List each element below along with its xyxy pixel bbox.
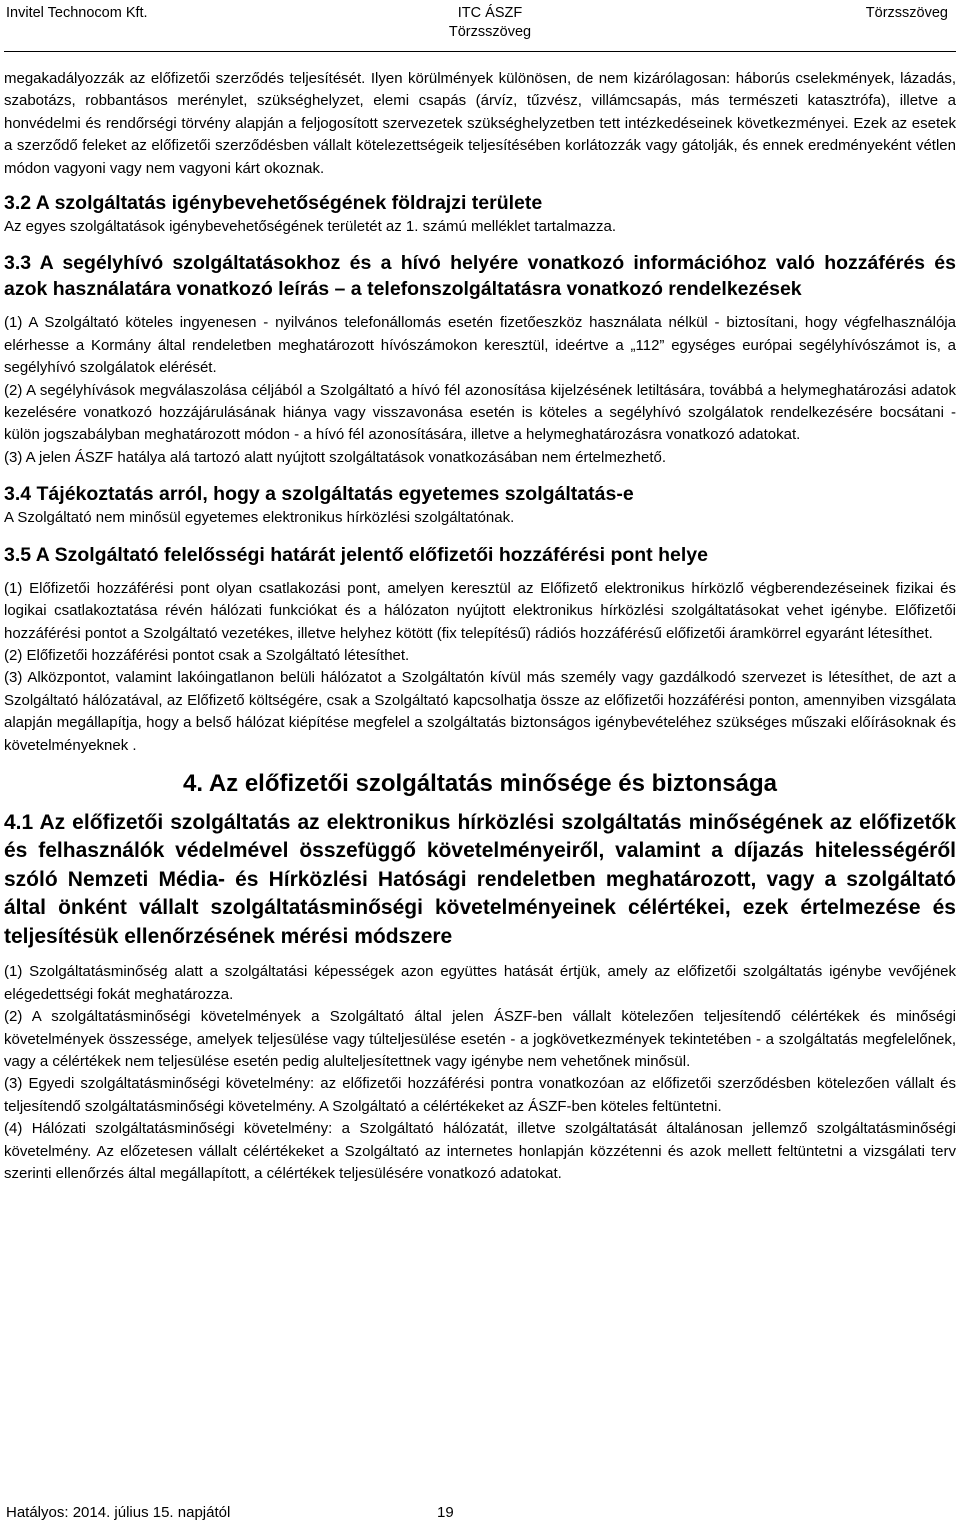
header-doc-title: ITC ÁSZF (457, 5, 523, 21)
header-company: Invitel Technocom Kft. (6, 5, 148, 21)
paragraph-3-3-3: (3) A jelen ÁSZF hatálya alá tartozó alatt nyújtott szolgáltatások vonatkozásában nem értelmezhető. (4, 448, 667, 466)
paragraph-3-5-2: (2) Előfizetői hozzáférési pontot csak a Szolgáltató létesíthet. (4, 646, 410, 664)
footer-effective-date: Hatályos: 2014. július 15. napjától (6, 1504, 231, 1521)
paragraph-4-1-1: (1) Szolgáltatásminőség alatt a szolgáltatási képességek azon együttes hatását értjük, amely az előfizetői szolgáltatás igénybe vevőjének elégedettségi fokát meghatározza. (4, 963, 956, 1003)
heading-4-1: 4.1 Az előfizetői szolgáltatás az elektronikus hírközlési szolgáltatás minőségének az előfizetők és felhasználók védelmével összefüggő követelményeiről, valamint a díjazás hitelességéről szóló Nemzeti Média- és Hírközlési Hatósági rendeletben meghatározott, vagy a szolgáltató által önként vállalt szolgáltatásminőségi követelményeinek célértékei, ezek értelmezése és teljesítésük ellenőrzésének mérési módszere (4, 810, 956, 948)
paragraph-3-4: A Szolgáltató nem minősül egyetemes elektronikus hírközlési szolgáltatónak. (4, 509, 515, 527)
document-body (4, 68, 956, 1186)
heading-3-5: 3.5 A Szolgáltató felelősségi határát jelentő előfizetői hozzáférési pont helye (4, 543, 708, 566)
heading-3-2: 3.2 A szolgáltatás igénybevehetőségének földrajzi területe (4, 192, 543, 215)
heading-3-4: 3.4 Tájékoztatás arról, hogy a szolgáltatás egyetemes szolgáltatás-e (4, 483, 634, 506)
footer-page-number: 19 (437, 1504, 454, 1521)
paragraph-4-1-2: (2) A szolgáltatásminőségi követelmények a Szolgáltató által jelen ÁSZF-ben vállalt kötelezően teljesítendő célértékek és minőségi követelmények összessége, amelyek teljesülése vagy túlteljesülése esetén - a jogkövetkezmények tekintetében - a szolgáltatás megfelelőnek, vagy a célértékek nem teljesülése esetén pedig alulteljesítettnek vagy igénybe nem vehetőnek minősül. (4, 1008, 956, 1071)
heading-3-3: 3.3 A segélyhívó szolgáltatásokhoz és a hívó helyére vonatkozó információhoz való hozzáférés és azok használatára vonatkozó leírás – a telefonszolgáltatásra vonatkozó rendelkezések (4, 252, 956, 301)
heading-section-4: 4. Az előfizetői szolgáltatás minősége és biztonsága (183, 769, 777, 797)
paragraph-4-1-3: (3) Egyedi szolgáltatásminőségi követelmény: az előfizetői hozzáférési pontra vonatkozóan az előfizetői szerződésben kötelezően vállalt és teljesítendő szolgáltatásminőségi követelmény. A Szolgáltató a célértékeket az ÁSZF-ben köteles feltüntetni. (4, 1075, 956, 1115)
paragraph-3-2: Az egyes szolgáltatások igénybevehetőségének területét az 1. számú melléklet tartalmazza. (4, 218, 616, 236)
header-center (390, 4, 590, 54)
paragraph-3-5-1: (1) Előfizetői hozzáférési pont olyan csatlakozási pont, amelyen keresztül az Előfizető elektronikus hírközlő végberendezéseinek fizikai és logikai csatlakoztatása révén hálózati funkciókat és a hálózaton nyújtott elektronikus hírközlési szolgáltatásokat vehet igénybe. Előfizetői hozzáférési pontot a Szolgáltató vezetékes, illetve helyhez kötött (fix telepítésű) rádiós hozzáférésű előfizetői áramkörrel egyaránt létesíthet. (4, 579, 956, 642)
header-doc-subtitle: Törzsszöveg (448, 24, 532, 40)
paragraph-intro: megakadályozzák az előfizetői szerződés teljesítését. Ilyen körülmények különösen, de nem kizárólagosan: háborús cselekmények, lázadás, szabotázs, robbantásos merénylet, szükséghelyzet, elemi csapás (árvíz, tűzvész, villámcsapás, más természeti katasztrófa), illetve a honvédelmi és rendőrségi törvény alapján a feljogosított szervezetek szükséghelyzetben tett intézkedéseinek következményei. Ezek az esetek a szerződő feleket az előfizetői szerződésben vállalt kötelezettségeik teljesítésében korlátozzák vagy gátolják, és ennek eredményeként vétlen módon vagyoni vagy nem vagyoni kárt okoznak. (4, 70, 956, 177)
paragraph-3-3-2: (2) A segélyhívások megválaszolása céljából a Szolgáltató a hívó fél azonosítása kijelzésének letiltására, továbbá a helymeghatározási adatok kezelésére vonatkozó hozzájárulásának hiánya vagy visszavonása esetén is köteles a segélyhívó szolgálatok rendelkezésére bocsátani - külön jogszabályban meghatározott módon - a hívó fél azonosítására, illetve a helymeghatározásra vonatkozó adatokat. (4, 381, 956, 444)
paragraph-3-3-1: (1) A Szolgáltató köteles ingyenesen - nyilvános telefonállomás esetén fizetőeszköz használata nélkül - biztosítani, hogy végfelhasználója elérhesse a Kormány által rendeletben meghatározott hívószámokon keresztül, ideértve a „112” egységes európai segélyhívószámot is, a segélyhívó szolgálatok elérését. (4, 314, 956, 377)
paragraph-3-5-3: (3) Alközpontot, valamint lakóingatlanon belüli hálózatot a Szolgáltatón kívül más személy vagy gazdálkodó szervezet is létesíthet, de azt a Szolgáltató hálózatával, az Előfizető költségére, csak a Szolgáltató kapcsolhatja össze az előfizetői hozzáférési ponton, amennyiben vizsgálata alapján megállapítja, hogy a belső hálózat kiépítése megfelel a szolgáltatás biztonságos igénybevételéhez szükséges műszaki előírásoknak és követelményeknek . (4, 669, 956, 754)
header-right-label: Törzsszöveg (865, 5, 948, 21)
paragraph-4-1-4: (4) Hálózati szolgáltatásminőségi követelmény: a Szolgáltató hálózatát, illetve szolgáltatását általánosan jellemző szolgáltatásminőségi követelmény. Az előzetesen vállalt célértékeket a Szolgáltató az internetes honlapján közzétenni és azok mellett feltüntetni a vizsgálati terv szerinti ellenőrzés által megállapított, a célértékek teljesülésére vonatkozó adatokat. (4, 1120, 956, 1183)
header-divider (4, 51, 956, 52)
